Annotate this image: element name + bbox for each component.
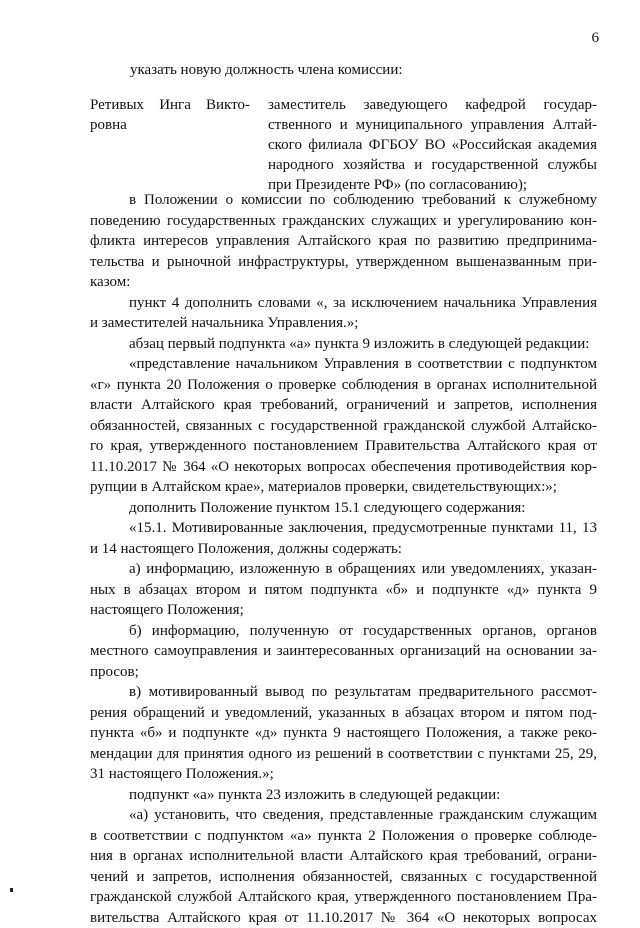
body-text-line: тельства и рыночной инфраструктуры, утвержденном вышеназванным при- <box>90 252 597 273</box>
member-position-line: заместитель заведующего кафедрой государ- <box>268 95 597 115</box>
body-text-line: а) информацию, изложенную в обращениях или уведомлениях, указан- <box>90 559 597 580</box>
body-text-line: подпункт «а» пункта 23 изложить в следующей редакции: <box>90 785 597 806</box>
body-text-line: просов; <box>90 662 597 683</box>
body-text-line: власти Алтайского края требований, ограничений и запретов, исполнения <box>90 395 597 416</box>
body-text-line: б) информацию, полученную от государственных органов, органов <box>90 621 597 642</box>
body-text-line: в Положении о комиссии по соблюдению требований к служебному <box>90 190 597 211</box>
body-text-line: поведению государственных гражданских служащих и урегулированию кон- <box>90 211 597 232</box>
body-text-line: мендации для принятия одного из решений в соответствии с пунктами 25, 29, <box>90 744 597 765</box>
body-text-line: 31 настоящего Положения.»; <box>90 764 597 785</box>
body-text-line: и заместителей начальника Управления.»; <box>90 313 597 334</box>
document-body <box>90 190 597 928</box>
body-text-line: «представление начальником Управления в соответствии с подпунктом <box>90 354 597 375</box>
body-text-line: абзац первый подпункта «а» пункта 9 изложить в следующей редакции: <box>90 334 597 355</box>
page-number: 6 <box>592 30 600 47</box>
body-text-line: пункта «б» и подпункте «д» пункта 9 настоящего Положения, а также реко- <box>90 723 597 744</box>
body-text-line: местного самоуправления и заинтересованных организаций на основании за- <box>90 641 597 662</box>
commission-member-name <box>90 95 250 135</box>
body-text-line: настоящего Положения; <box>90 600 597 621</box>
intro-line: указать новую должность члена комиссии: <box>130 62 403 79</box>
body-text-line: пункт 4 дополнить словами «, за исключением начальника Управления <box>90 293 597 314</box>
body-text-line: «а) установить, что сведения, представленные гражданским служащим <box>90 805 597 826</box>
body-text-line: вительства Алтайского края от 11.10.2017 № 364 «О некоторых вопросах <box>90 908 597 928</box>
body-text-line: обязанностей, связанных с государственной гражданской службой Алтайско- <box>90 416 597 437</box>
body-text-line: фликта интересов управления Алтайского края по развитию предпринима- <box>90 231 597 252</box>
body-text-line: 11.10.2017 № 364 «О некоторых вопросах обеспечения противодействия кор- <box>90 457 597 478</box>
margin-mark <box>10 888 13 892</box>
body-text-line: ния в органах исполнительной власти Алтайского края требований, ограни- <box>90 846 597 867</box>
body-text-line: рупции в Алтайском крае», материалов проверки, свидетельствующих:»; <box>90 477 597 498</box>
body-text-line: и 14 настоящего Положения, должны содержать: <box>90 539 597 560</box>
member-name-line: Ретивых Инга Викто- <box>90 95 250 115</box>
body-text-line: «г» пункта 20 Положения о проверке соблюдения в органах исполнительной <box>90 375 597 396</box>
member-position-line: при Президенте РФ» (по согласованию); <box>268 175 597 195</box>
body-text-line: рения обращений и уведомлений, указанных в абзацах втором и пятом под- <box>90 703 597 724</box>
body-text-line: «15.1. Мотивированные заключения, предусмотренные пунктами 11, 13 <box>90 518 597 539</box>
commission-member-position <box>268 95 597 195</box>
body-text-line: в соответствии с подпунктом «а» пункта 2 Положения о проверке соблюде- <box>90 826 597 847</box>
body-text-line: казом: <box>90 272 597 293</box>
body-text-line: го края, утвержденного постановлением Правительства Алтайского края от <box>90 436 597 457</box>
body-text-line: в) мотивированный вывод по результатам предварительного рассмот- <box>90 682 597 703</box>
body-text-line: ных в абзацах втором и пятом подпункта «б» и подпункте «д» пункта 9 <box>90 580 597 601</box>
member-name-line: ровна <box>90 115 250 135</box>
member-position-line: ского филиала ФГБОУ ВО «Российская академия <box>268 135 597 155</box>
member-position-line: народного хозяйства и государственной службы <box>268 155 597 175</box>
body-text-line: гражданской службой Алтайского края, утвержденного постановлением Пра- <box>90 887 597 908</box>
body-text-line: чений и запретов, исполнения обязанностей, связанных с государственной <box>90 867 597 888</box>
body-text-line: дополнить Положение пунктом 15.1 следующего содержания: <box>90 498 597 519</box>
member-position-line: ственного и муниципального управления Алтай- <box>268 115 597 135</box>
